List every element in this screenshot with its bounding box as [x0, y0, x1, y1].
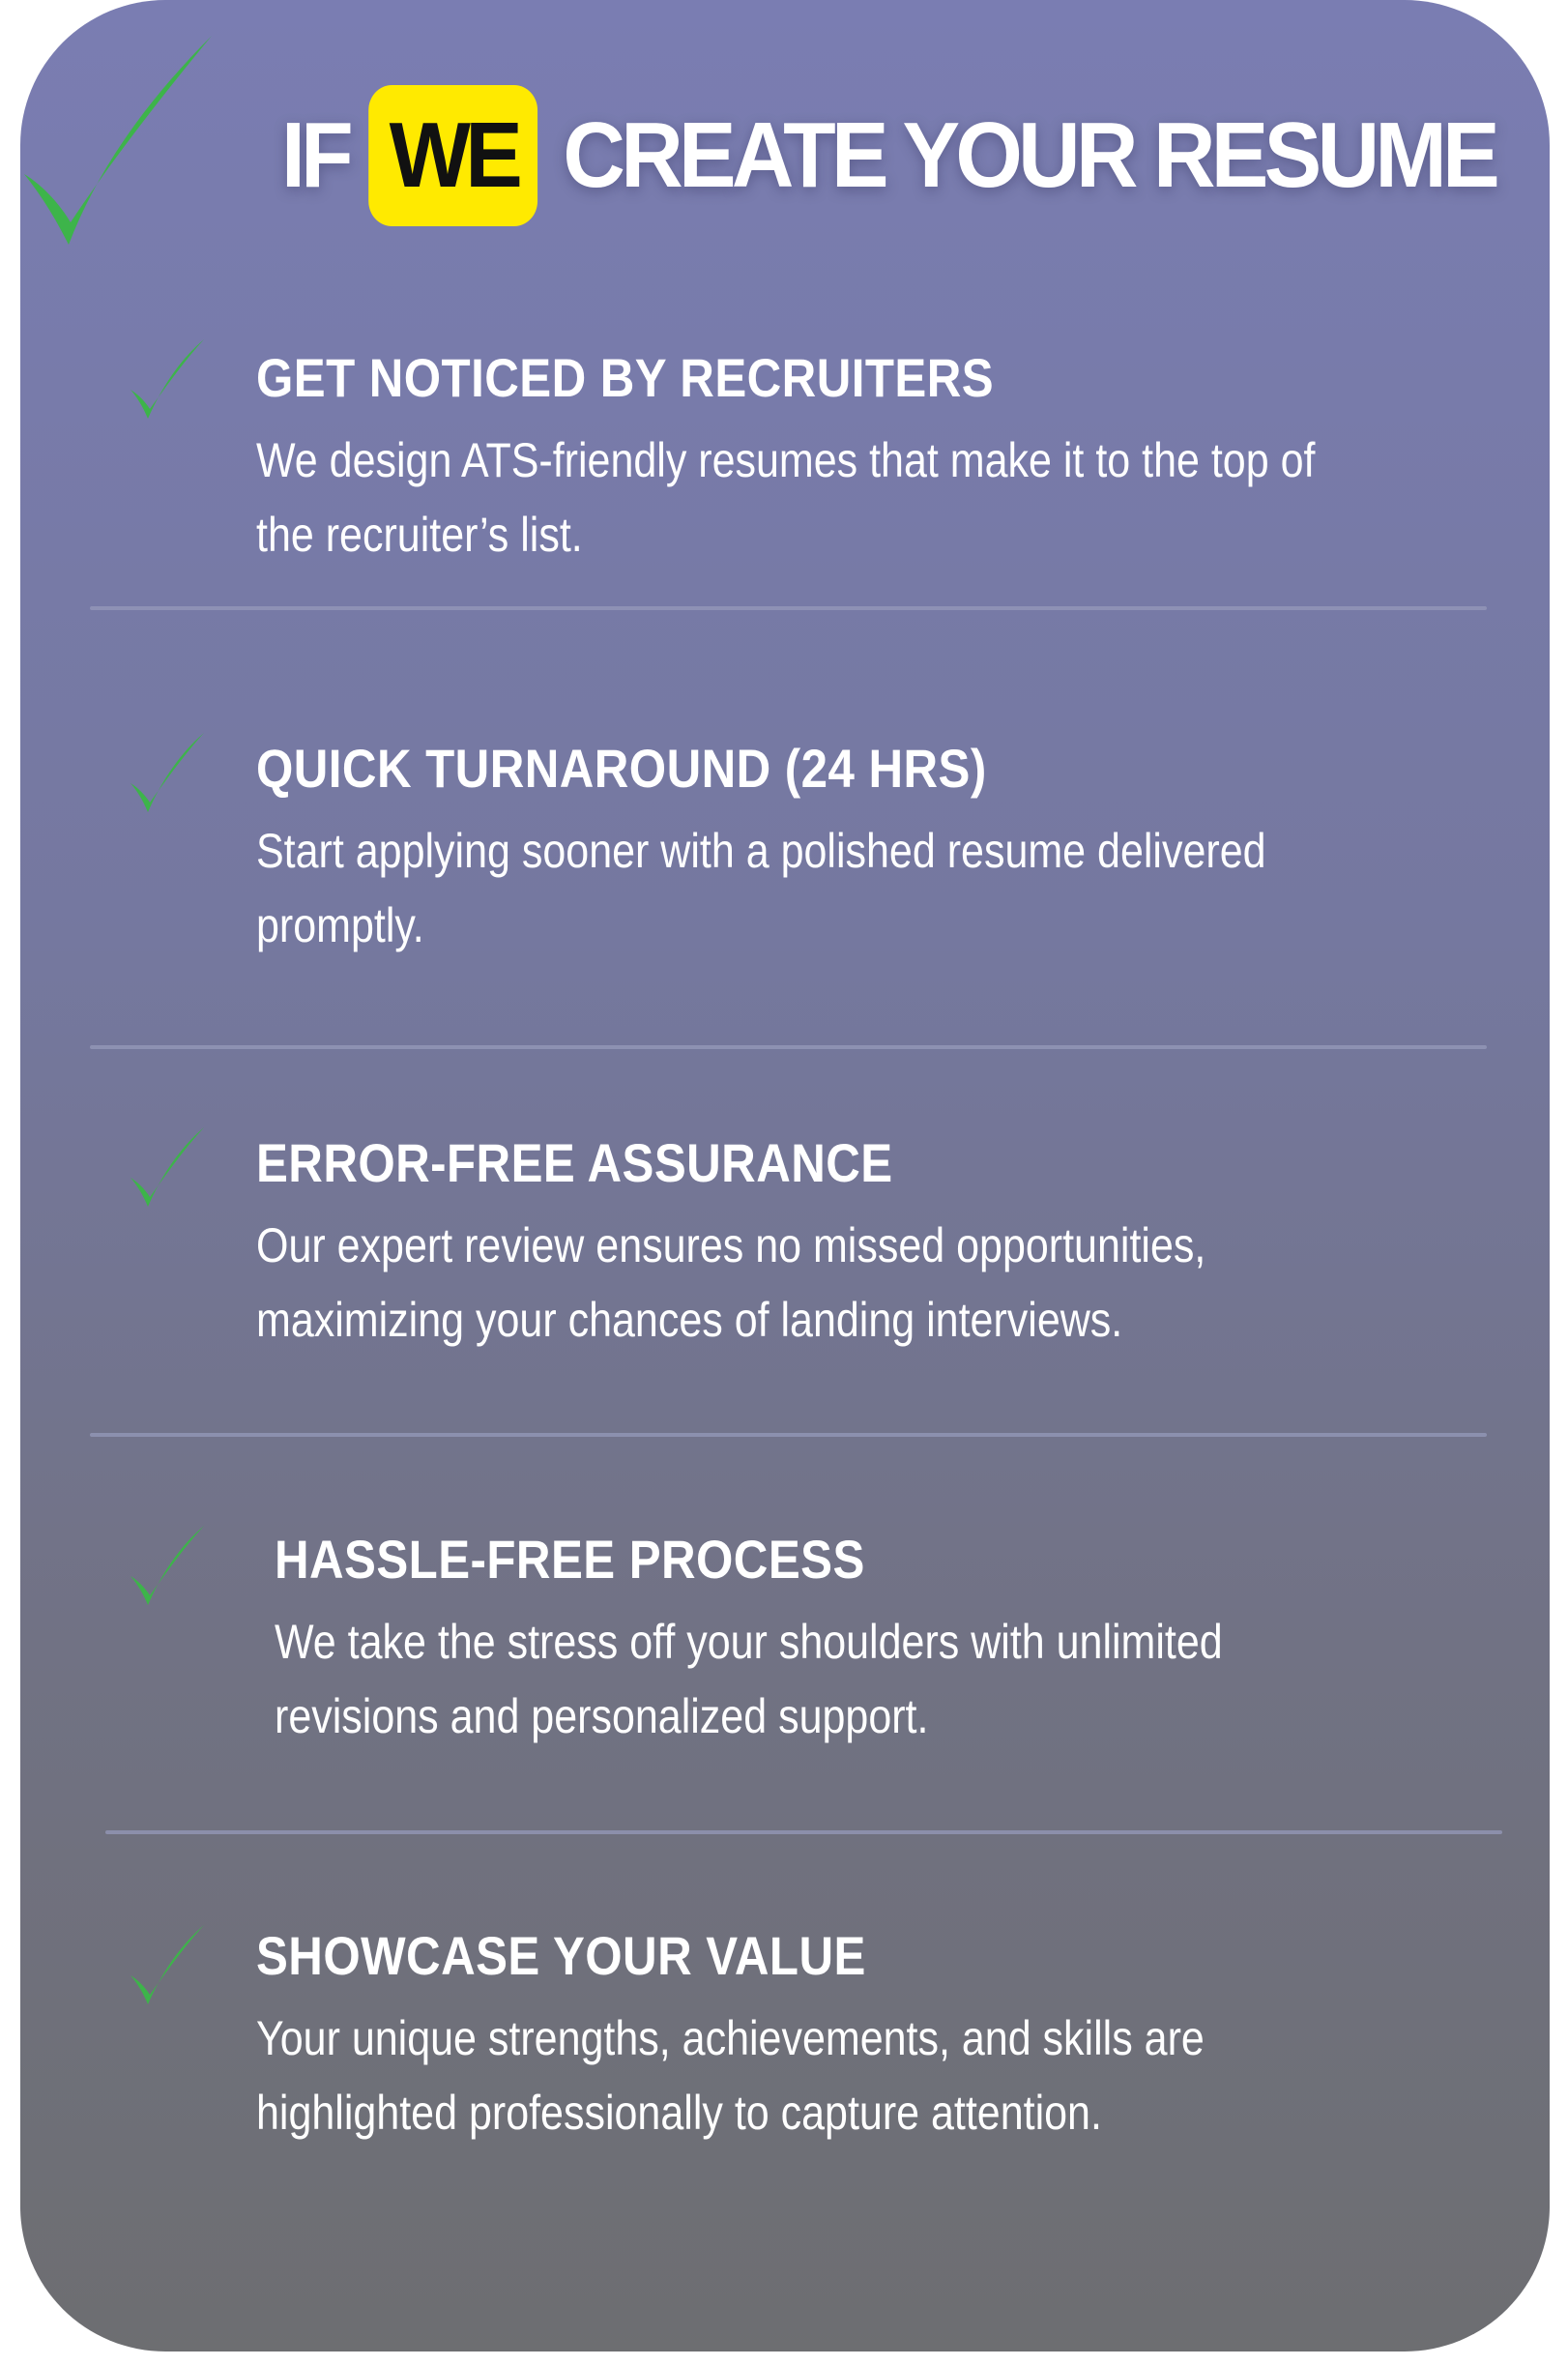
benefit-description-line: Your unique strengths, achievements, and skills are — [256, 2011, 1205, 2065]
checkmark-icon — [129, 1520, 206, 1609]
checkmark-icon — [129, 334, 206, 423]
benefit-description — [275, 1605, 1422, 1754]
benefit-title: HASSLE-FREE PROCESS — [275, 1529, 865, 1590]
benefit-description-line: maximizing your chances of landing interviews. — [256, 1293, 1123, 1347]
checkmark-icon — [129, 727, 206, 816]
checkmark-icon — [129, 1919, 206, 2008]
title-suffix: CREATE YOUR RESUME — [563, 103, 1496, 207]
checkmark-icon — [129, 1122, 206, 1211]
divider — [105, 1830, 1502, 1834]
benefit-description-line: the recruiter’s list. — [256, 508, 583, 562]
benefit-description-line: Our expert review ensures no missed opportunities, — [256, 1218, 1206, 1272]
divider — [90, 1433, 1487, 1437]
benefit-description — [256, 1209, 1404, 1358]
benefits-card — [20, 0, 1550, 2351]
benefit-title: GET NOTICED BY RECRUITERS — [256, 347, 995, 408]
benefit-description — [256, 814, 1404, 963]
page-title — [281, 85, 1495, 226]
divider — [90, 606, 1487, 610]
benefit-description — [256, 424, 1404, 572]
benefit-description-line: revisions and personalized support. — [275, 1689, 929, 1743]
title-prefix: IF — [281, 103, 350, 207]
benefit-description-line: promptly. — [256, 898, 424, 952]
benefit-description-line: We design ATS-friendly resumes that make it to the top of — [256, 433, 1316, 487]
benefit-title: QUICK TURNAROUND (24 HRS) — [256, 738, 987, 799]
benefit-description — [256, 2001, 1404, 2150]
large-checkmark-icon — [20, 24, 223, 256]
benefit-description-line: highlighted professionally to capture attention. — [256, 2086, 1102, 2140]
divider — [90, 1045, 1487, 1049]
benefit-description-line: Start applying sooner with a polished resume delivered — [256, 824, 1266, 878]
benefit-description-line: We take the stress off your shoulders with unlimited — [275, 1615, 1223, 1669]
benefit-title: SHOWCASE YOUR VALUE — [256, 1925, 866, 1986]
benefit-title: ERROR-FREE ASSURANCE — [256, 1132, 893, 1193]
title-highlight-badge: WE — [369, 85, 538, 226]
